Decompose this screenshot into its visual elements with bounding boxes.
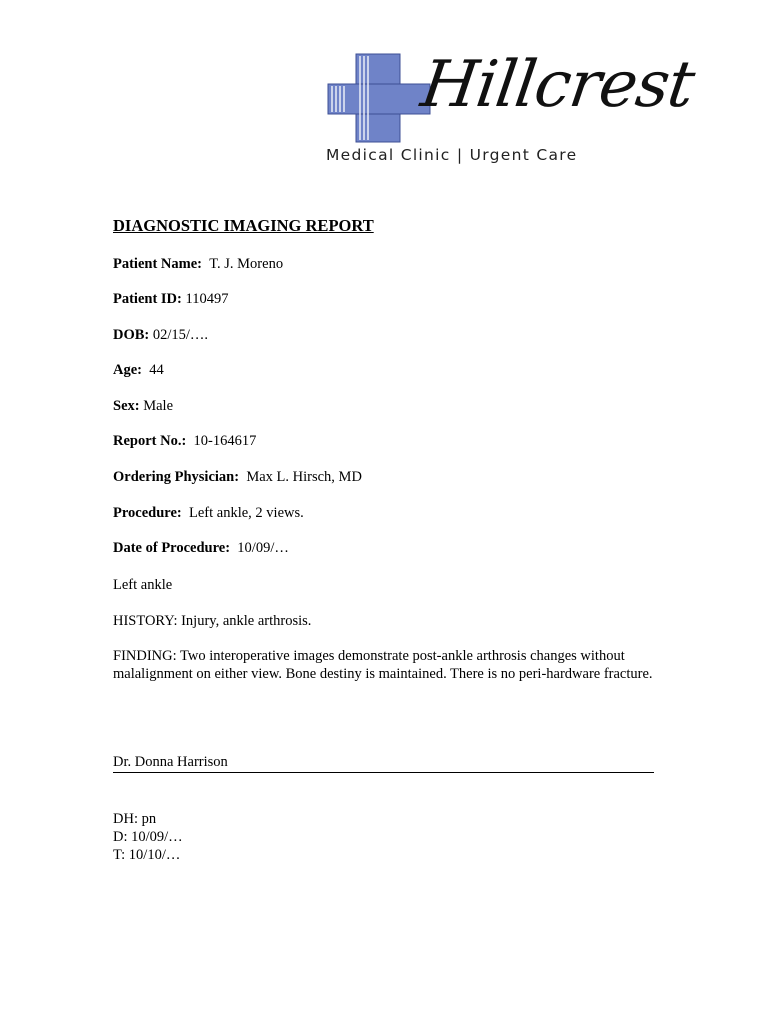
field-value: T. J. Moreno: [209, 256, 284, 272]
signature-line: [113, 754, 654, 773]
exam-region: Left ankle: [113, 577, 173, 593]
logo-wordmark: Hillcrest: [416, 48, 699, 122]
clinic-logo: [326, 48, 699, 170]
transcription-footer: [113, 810, 183, 864]
field-label: Ordering Physician:: [113, 469, 240, 485]
signature-name: Dr. Donna Harrison: [113, 754, 228, 770]
logo-subtitle: Medical Clinic | Urgent Care: [326, 146, 578, 164]
field-value: 02/15/….: [152, 327, 209, 343]
report-title: DIAGNOSTIC IMAGING REPORT: [113, 216, 374, 235]
field-label: Procedure:: [113, 505, 182, 521]
footer-line: DH: pn: [113, 811, 157, 827]
field-label: Patient ID:: [113, 291, 182, 307]
footer-line: T: 10/10/…: [113, 847, 181, 863]
field-age: [113, 362, 164, 379]
finding-text: FINDING: Two interoperative images demonstrate post-ankle arthrosis changes without malalignment on either view. Bone destiny is maintained. There is no peri-hardware fracture.: [113, 648, 653, 682]
field-label: DOB:: [113, 327, 150, 343]
field-label: Sex:: [113, 398, 140, 414]
field-procedure: [113, 505, 304, 522]
field-patient-name: [113, 256, 283, 273]
field-ordering-physician: [113, 469, 362, 486]
field-label: Report No.:: [113, 433, 187, 449]
field-dob: [113, 327, 208, 344]
field-sex: [113, 398, 173, 415]
field-value: 44: [149, 362, 164, 378]
field-value: 110497: [185, 291, 229, 307]
footer-line: D: 10/09/…: [113, 829, 183, 845]
field-value: Max L. Hirsch, MD: [246, 469, 362, 485]
field-patient-id: [113, 291, 228, 308]
field-label: Date of Procedure:: [113, 540, 231, 556]
field-value: Left ankle, 2 views.: [188, 505, 304, 521]
field-value: Male: [143, 398, 174, 414]
field-report-no: [113, 433, 256, 450]
field-value: 10/09/…: [237, 540, 289, 556]
field-label: Patient Name:: [113, 256, 202, 272]
field-date-of-procedure: [113, 540, 289, 557]
field-value: 10-164617: [193, 433, 257, 449]
field-label: Age:: [113, 362, 142, 378]
history-text: HISTORY: Injury, ankle arthrosis.: [113, 613, 312, 629]
